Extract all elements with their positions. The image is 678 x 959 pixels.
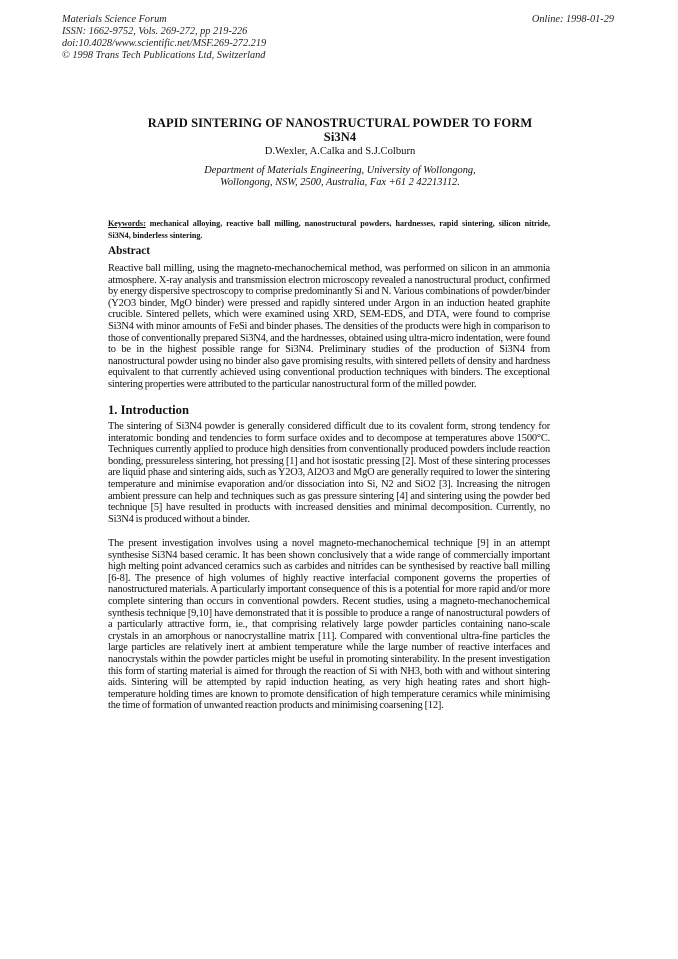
- issn-line: ISSN: 1662-9752, Vols. 269-272, pp 219-226: [62, 26, 248, 37]
- keywords-text: mechanical alloying, reactive ball milling, nanostructural powders, hardnesses, rapid sintering, silicon nitride, Si3N4, binderless sintering.: [108, 219, 550, 240]
- introduction-heading: 1. Introduction: [108, 403, 189, 417]
- abstract-heading: Abstract: [108, 245, 151, 257]
- paper-title: [98, 116, 582, 144]
- intro-paragraph-2-text: The present investigation involves using a novel magneto-mechanochemical technique [9] in an attempt synthesise Si3N4 based ceramic. It has been shown conclusively that a wide range of commercially important high melting point advanced ceramics such as carbides and nitrides can be synthesised by reactive ball milling [6-8]. The presence of high volumes of highly reactive interfacial component governs the properties of nanostructured materials. A particularly important consequence of this is a potential for more rapid and/or more complete sintering than occurs in conventional powders. Recent studies, using a magneto-mechanochemical synthesis technique [9,10] have demonstrated that it is possible to produce a range of nanostructural powders of a particularly attractive form, ie., that comprising relatively large powder particles containing nano-scale crystals in an amorphous or nanocrystalline matrix [11]. Compared with conventional ultra-fine particles the large particles are relatively inert at ambient temperature while the large number of reactive interfaces and nanocrystals within the powder particles might be useful in promoting sinterability. In the present investigation this form of starting material is aimed for through the reaction of Si with NH3, both with and without sintering aids. Sintering will be attempted by rapid induction heating, as very high heating rates and short high-temperature holding times are known to promote densification of high temperature ceramics while minimising the time of formation of unwanted reaction products and minimising coarsening [12].: [108, 538, 550, 712]
- author-list: D.Wexler, A.Calka and S.J.Colburn: [264, 146, 416, 157]
- keywords: [108, 218, 550, 242]
- copyright-line: © 1998 Trans Tech Publications Ltd, Switzerland: [62, 50, 266, 61]
- affiliation: [98, 165, 582, 189]
- publication-header: [62, 14, 266, 62]
- keywords-label: Keywords:: [108, 219, 146, 228]
- journal-name: Materials Science Forum: [62, 14, 167, 25]
- title-line-2: Si3N4: [323, 130, 357, 144]
- doi-line[interactable]: doi:10.4028/www.scientific.net/MSF.269-272.219: [62, 38, 267, 49]
- introduction-paragraph-1: [108, 421, 550, 525]
- abstract-text: [108, 263, 550, 391]
- affiliation-line-2: Wollongong, NSW, 2500, Australia, Fax +61 2 42213112.: [220, 177, 460, 188]
- introduction-paragraph-2: [108, 538, 550, 712]
- online-date: Online: 1998-01-29: [531, 14, 614, 25]
- title-line-1: RAPID SINTERING OF NANOSTRUCTURAL POWDER TO FORM: [147, 116, 533, 130]
- abstract-paragraph: Reactive ball milling, using the magneto-mechanochemical method, was performed on silicon in an ammonia atmosphere. X-ray analysis and transmission electron microscopy revealed a nanostructural product, confirmed by energy dispersive spectroscopy to comprise predominantly Si and N. Various combinations of powder/binder (Y2O3 binder, MgO binder) were pressed and rapidly sintered under Argon in an induction heated graphite crucible. Sintered pellets, which were examined using XRD, SEM-EDS, and DTA, were found to comprise Si3N4 with minor amounts of FeSi and binder phases. The densities of the products were high in comparison to those of conventionally prepared Si3N4, and the hardnesses, obtained using ultra-micro indentation, were found to be in the highest possible range for Si3N4. Preliminary studies of the production of Si3N4 from nanostructural powder using no binder also gave promising results, with sintered pellets of density and hardness equivalent to that currently achieved using conventional production techniques with binders. The exceptional sintering properties were attributed to the particular nanostructural form of the milled powder.: [108, 263, 550, 390]
- intro-paragraph-1-text: The sintering of Si3N4 powder is generally considered difficult due to its covalent form, strong tendency for interatomic bonding and tendencies to form surface oxides and to decompose at temperatures above 1500°C. Techniques currently applied to produce high densities from conventionally produced powders include reaction bonding, pressureless sintering, hot pressing [1] and hot isostatic pressing [2]. Most of these sintering processes are liquid phase and sintering aids, such as Y2O3, Al2O3 and MgO are generally required to lower the sintering temperature and minimise evaporation and/or dissociation into Si, N2 and SiO2 [3]. Increasing the nitrogen ambient pressure can help and techniques such as gas pressure sintering [4] and sintering using the powder bed technique [5] have resulted in products with increased densities and minimal decomposition. Currently, no Si3N4 is produced without a binder.: [108, 421, 550, 525]
- affiliation-line-1: Department of Materials Engineering, University of Wollongong,: [204, 165, 476, 176]
